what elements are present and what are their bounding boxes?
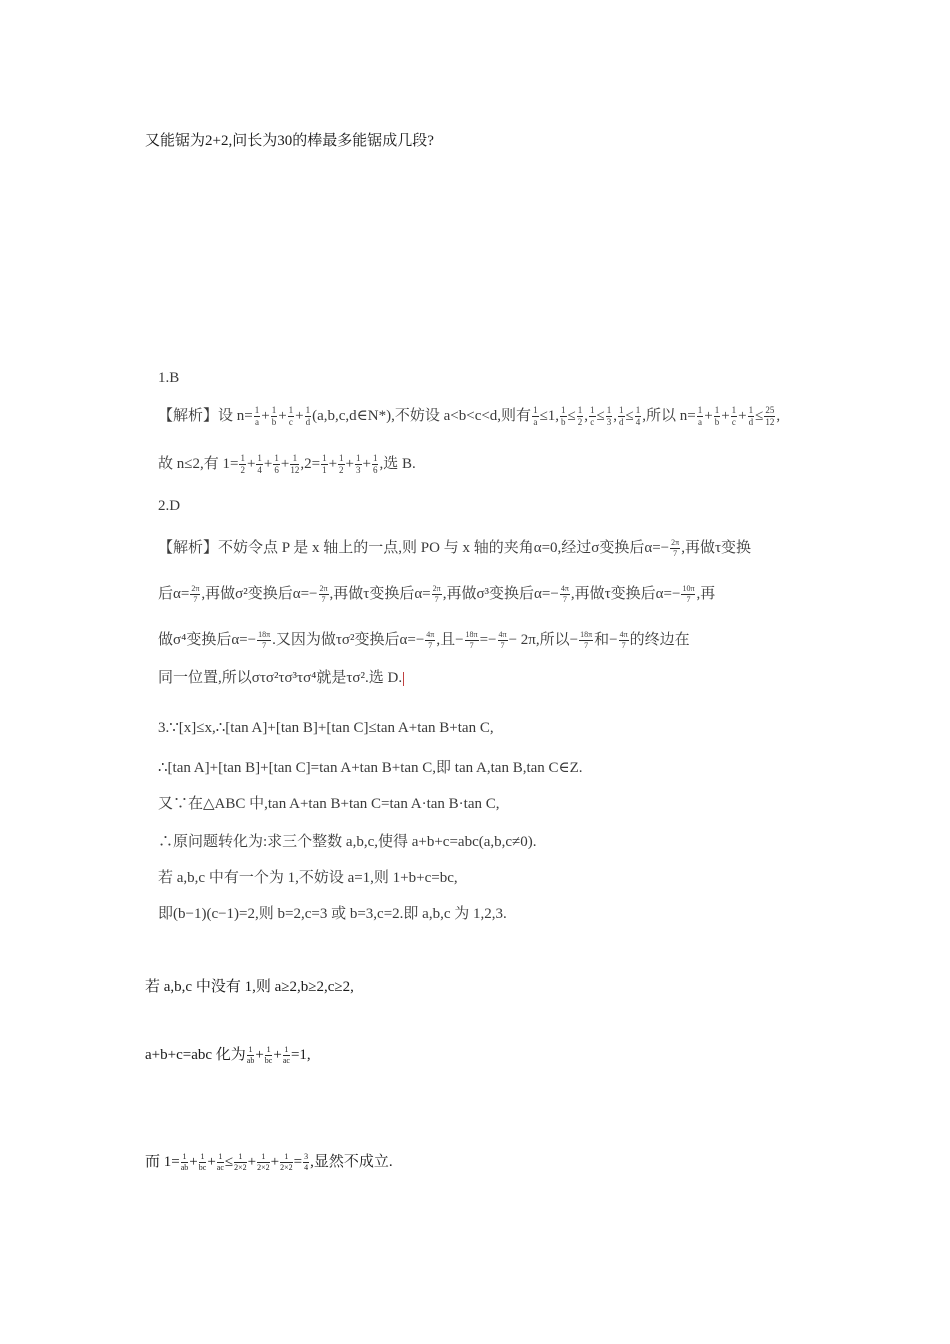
text: 【解析】设 n=	[158, 408, 253, 424]
fraction: $\frac{1}{ab}$	[180, 1152, 189, 1173]
fraction: $\frac{1}{d}$	[305, 405, 311, 428]
fraction: $\frac{2\pi}{7}$	[319, 584, 328, 605]
answer-3-line-2: ∴[tan A]+[tan B]+[tan C]=tan A+tan B+tan C,即 tan A,tan B,tan C∈Z.	[158, 760, 583, 776]
fraction: $\frac{1}{2}$	[240, 453, 245, 476]
answer-1-label: 1.B	[158, 370, 180, 386]
fraction: $\frac{25}{12}$	[765, 405, 775, 428]
continuation-line-3: 而 1= $\frac{1}{ab}$ + $\frac{1}{bc}$ + $\frac{1}{ac}$ ≤ $\frac{1}{2\times 2}$ + $\frac{1}{2\times 2}$ + $\frac{1}{2\times 2}$ = $\frac{3}{4}$ ,显然不成立.	[145, 1152, 393, 1173]
fraction: $\frac{1}{2\times 2}$	[234, 1152, 247, 1173]
fraction: $\frac{1}{4}$	[257, 453, 262, 476]
fraction: $\frac{1}{bc}$	[264, 1045, 273, 1066]
answer-3-line-5: 若 a,b,c 中有一个为 1,不妨设 a=1,则 1+b+c=bc,	[158, 870, 458, 886]
fraction: $\frac{1}{2\times 2}$	[257, 1152, 270, 1173]
answer-3-line-4: ∴原问题转化为:求三个整数 a,b,c,使得 a+b+c=abc(a,b,c≠0).	[158, 834, 537, 850]
fraction: $\frac{1}{6}$	[274, 453, 279, 476]
fraction: $\frac{1}{3}$	[356, 453, 361, 476]
fraction: $\frac{1}{2}$	[339, 453, 344, 476]
answer-3-line-1: 3.∵[x]≤x,∴[tan A]+[tan B]+[tan C]≤tan A+tan B+tan C,	[158, 720, 494, 736]
fraction: $\frac{1}{b}$	[714, 405, 720, 428]
fraction: $\frac{1}{a}$	[697, 405, 703, 428]
fraction: $\frac{1}{b}$	[271, 405, 277, 428]
fraction: $\frac{4\pi}{7}$	[619, 630, 628, 651]
fraction: $\frac{1}{ab}$	[246, 1045, 255, 1066]
continuation-line-1: 若 a,b,c 中没有 1,则 a≥2,b≥2,c≥2,	[145, 979, 354, 995]
fraction: $\frac{1}{6}$	[372, 453, 378, 476]
text: ,选 B.	[379, 456, 416, 472]
fraction: $\frac{4\pi}{7}$	[426, 630, 435, 651]
answer-2-label: 2.D	[158, 498, 181, 514]
answer-2-line-4: 同一位置,所以στσ²τσ³τσ⁴就是τσ².选 D.	[158, 670, 403, 686]
continuation-line-2: a+b+c=abc 化为 $\frac{1}{ab}$ + $\frac{1}{bc}$ + $\frac{1}{ac}$ =1,	[145, 1045, 311, 1066]
text: ,再做τ变换	[681, 540, 751, 556]
fraction: $\frac{1}{c}$	[731, 405, 737, 428]
fraction: $\frac{1}{d}$	[619, 405, 624, 428]
answer-2-line-3: 做σ⁴变换后α=− $\frac{18\pi}{7}$ .又因为做τσ²变换后α=− $\frac{4\pi}{7}$ ,且− $\frac{18\pi}{7}$ =− $\frac{4\pi}{7}$ − 2π,所以− $\frac{18\pi}{7}$ 和− $\frac{4\pi}{7}$ 的终边在	[158, 630, 690, 651]
fraction: $\frac{18\pi}{7}$	[258, 630, 271, 651]
answer-1-line-1: 【解析】设 n= $\frac{1}{a}$ + $\frac{1}{b}$ + $\frac{1}{c}$ + $\frac{1}{d}$ (a,b,c,d∈N*),不妨设 a<b<c<d,则有 $\frac{1}{a}$ ≤1, $\frac{1}{b}$ ≤ $\frac{1}{2}$ , $\frac{1}{c}$ ≤ $\frac{1}{3}$ , $\frac{1}{d}$ ≤ $\frac{1}{4}$ ,所以 n= $\frac{1}{a}$ + $\frac{1}{b}$ + $\frac{1}{c}$ + $\frac{1}{d}$ ≤ $\frac{25}{12}$ ,	[158, 405, 781, 428]
fraction: $\frac{1}{a}$	[533, 405, 538, 428]
fraction: $\frac{18\pi}{7}$	[465, 630, 478, 651]
answer-3-line-3: 又∵在△ABC 中,tan A+tan B+tan C=tan A·tan B·tan C,	[158, 796, 500, 812]
fraction: $\frac{1}{2\times 2}$	[280, 1152, 293, 1173]
fraction: $\frac{10\pi}{7}$	[682, 584, 695, 605]
fraction: $\frac{1}{2}$	[577, 405, 583, 428]
fraction: $\frac{1}{d}$	[748, 405, 754, 428]
text: ,所以 n=	[642, 408, 696, 424]
fraction: $\frac{1}{ac}$	[282, 1045, 290, 1066]
fraction: $\frac{1}{a}$	[254, 405, 260, 428]
fraction: $\frac{1}{b}$	[561, 405, 566, 428]
fraction: $\frac{1}{12}$	[290, 453, 300, 476]
fraction: $\frac{1}{c}$	[590, 405, 595, 428]
text: 故 n≤2,有 1=	[158, 456, 239, 472]
fraction: $\frac{2\pi}{7}$	[671, 538, 680, 559]
text-cursor	[403, 672, 404, 686]
fraction: $\frac{3}{4}$	[304, 1152, 309, 1173]
answer-3-line-6: 即(b−1)(c−1)=2,则 b=2,c=3 或 b=3,c=2.即 a,b,c 为 1,2,3.	[158, 906, 507, 922]
answer-2-line-2: 后α= $\frac{2\pi}{7}$ ,再做σ²变换后α=− $\frac{2\pi}{7}$ ,再做τ变换后α= $\frac{2\pi}{7}$ ,再做σ³变换后α=− $\frac{4\pi}{7}$ ,再做τ变换后α=− $\frac{10\pi}{7}$ ,再	[158, 584, 716, 605]
fraction: $\frac{4\pi}{7}$	[498, 630, 507, 651]
problem-tail: 又能锯为2+2,问长为30的棒最多能锯成几段?	[145, 133, 434, 149]
fraction: $\frac{18\pi}{7}$	[580, 630, 593, 651]
fraction: $\frac{1}{ac}$	[216, 1152, 224, 1173]
text: (a,b,c,d∈N*),不妨设 a<b<c<d,则有	[312, 408, 532, 424]
fraction: $\frac{1}{3}$	[606, 405, 612, 428]
fraction: $\frac{2\pi}{7}$	[191, 584, 200, 605]
answer-2-line-1	[158, 536, 751, 558]
fraction: $\frac{2\pi}{7}$	[432, 584, 441, 605]
fraction: $\frac{1}{bc}$	[198, 1152, 207, 1173]
answer-1-line-2: 故 n≤2,有 1= $\frac{1}{2}$ + $\frac{1}{4}$ + $\frac{1}{6}$ + $\frac{1}{12}$ ,2= $\frac{1}{1}$ + $\frac{1}{2}$ + $\frac{1}{3}$ + $\frac{1}{6}$ ,选 B.	[158, 453, 416, 476]
fraction: $\frac{1}{c}$	[288, 405, 294, 428]
fraction: $\frac{1}{4}$	[635, 405, 641, 428]
text: 【解析】不妨令点 P 是 x 轴上的一点,则 PO 与 x 轴的夹角α=0,经过σ变换后α=−	[158, 540, 670, 556]
fraction: $\frac{1}{1}$	[322, 453, 327, 476]
fraction: $\frac{4\pi}{7}$	[560, 584, 569, 605]
